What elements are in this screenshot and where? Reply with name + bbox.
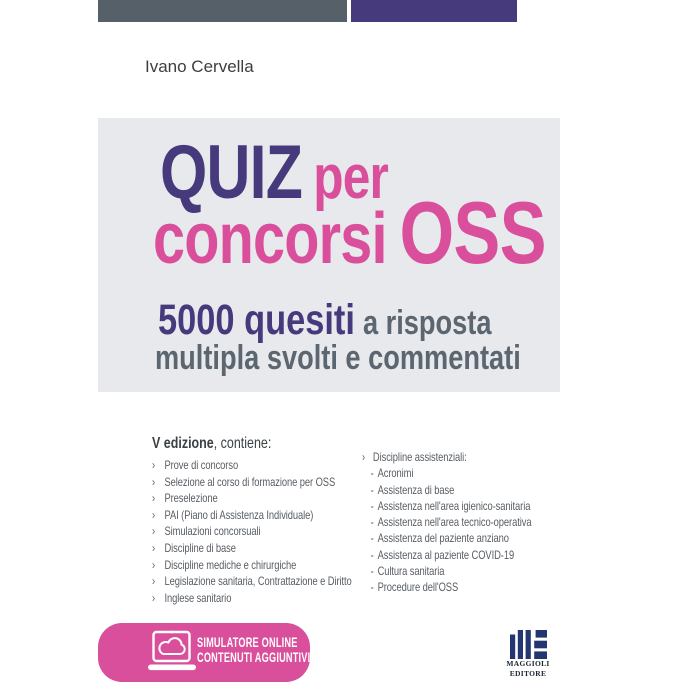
- dash-bullet-icon: -: [370, 498, 374, 513]
- list-item-label: Assistenza nell'area igienico-sanitaria: [377, 498, 531, 513]
- chevron-bullet-icon: ›: [152, 574, 156, 589]
- list-item: [371, 530, 596, 546]
- list-item-label: Simulazioni concorsuali: [164, 524, 261, 539]
- badge-line-2: CONTENUTI AGGIUNTIVI: [197, 649, 311, 665]
- list-item: [152, 523, 386, 540]
- chevron-bullet-icon: ›: [152, 474, 156, 489]
- list-item: [152, 490, 386, 507]
- badge-text: [197, 636, 310, 665]
- chevron-bullet-icon: ›: [152, 491, 156, 506]
- list-item: [371, 498, 596, 514]
- contents-list-right: [362, 449, 596, 596]
- laptop-cloud-icon: [148, 630, 196, 681]
- list-item-label: Acronimi: [377, 466, 414, 481]
- list-item-label: Assistenza al paziente COVID-19: [377, 547, 515, 562]
- chevron-bullet-icon: ›: [152, 540, 156, 555]
- cover-title-box: [98, 118, 560, 392]
- publisher-name-line-2: EDITORE: [509, 668, 547, 678]
- dash-bullet-icon: -: [370, 531, 374, 546]
- list-item: [371, 563, 596, 579]
- list-item: [371, 482, 596, 498]
- list-item-label: Assistenza di base: [377, 482, 455, 497]
- chevron-bullet-icon: ›: [152, 557, 156, 572]
- list-item: [371, 547, 596, 563]
- list-item: [152, 457, 386, 474]
- chevron-bullet-icon: ›: [152, 458, 156, 472]
- publisher-logo: [505, 630, 551, 678]
- contents-heading-rest: , contiene:: [213, 435, 272, 452]
- list-item: [371, 514, 596, 530]
- dash-bullet-icon: -: [370, 466, 374, 481]
- subtitle-line-2: multipla svolti e commentati: [155, 339, 521, 377]
- list-header: [362, 449, 596, 465]
- author-name: Ivano Cervella: [145, 57, 254, 76]
- subtitle-line-1: [158, 296, 492, 344]
- list-item: [371, 465, 596, 481]
- title-word-per: per: [313, 143, 389, 212]
- list-item-label: Inglese sanitario: [164, 590, 232, 605]
- contents-heading-edition: V edizione: [152, 435, 214, 452]
- list-item-label: Discipline di base: [164, 540, 236, 555]
- publisher-name-line-1: MAGGIOLI: [506, 659, 550, 668]
- list-item: [371, 579, 596, 595]
- list-item: [152, 474, 386, 491]
- chevron-bullet-icon: ›: [152, 507, 156, 522]
- badge-line-1: SIMULATORE ONLINE: [197, 635, 298, 650]
- dash-bullet-icon: -: [370, 547, 374, 562]
- list-item-label: Discipline mediche e chirurgiche: [164, 557, 297, 572]
- top-bar-gray: [98, 0, 347, 22]
- subtitle-highlight: 5000 quesiti: [158, 296, 355, 344]
- list-item-label: Prove di concorso: [164, 458, 239, 472]
- list-item-label: PAI (Piano di Assistenza Individuale): [164, 507, 314, 522]
- online-content-badge: [98, 623, 310, 682]
- list-item-label: Assistenza nell'area tecnico-operativa: [377, 515, 532, 530]
- list-item: [152, 573, 386, 590]
- contents-heading: [152, 435, 271, 453]
- list-item: [152, 557, 386, 574]
- contents-list-left: [152, 457, 386, 606]
- list-item-label: Preselezione: [164, 491, 218, 506]
- dash-bullet-icon: -: [370, 564, 374, 579]
- list-item-label: Legislazione sanitaria, Contrattazione e Diritto: [164, 574, 352, 589]
- list-item-label: Cultura sanitaria: [377, 564, 445, 579]
- chevron-bullet-icon: ›: [362, 450, 366, 464]
- subtitle-rest: a risposta: [362, 304, 492, 342]
- dash-bullet-icon: -: [370, 580, 374, 595]
- list-item: [152, 590, 386, 607]
- dash-bullet-icon: -: [370, 515, 374, 530]
- list-item-label: Selezione al corso di formazione per OSS: [164, 474, 336, 489]
- title-word-concorsi: concorsi: [153, 199, 387, 279]
- list-item: [152, 540, 386, 557]
- title-line-2: [153, 183, 546, 282]
- list-item-label: Procedure dell'OSS: [377, 580, 459, 595]
- title-word-quiz: QUIZ: [160, 130, 303, 215]
- title-word-oss: OSS: [399, 183, 546, 282]
- list-item: [152, 507, 386, 524]
- chevron-bullet-icon: ›: [152, 590, 156, 605]
- list-header-label: Discipline assistenziali:: [372, 450, 467, 464]
- chevron-bullet-icon: ›: [152, 524, 156, 539]
- dash-bullet-icon: -: [370, 482, 374, 497]
- list-item-label: Assistenza del paziente anziano: [377, 531, 509, 546]
- top-bar-purple: [351, 0, 517, 22]
- maggioli-monogram-icon: [510, 630, 547, 659]
